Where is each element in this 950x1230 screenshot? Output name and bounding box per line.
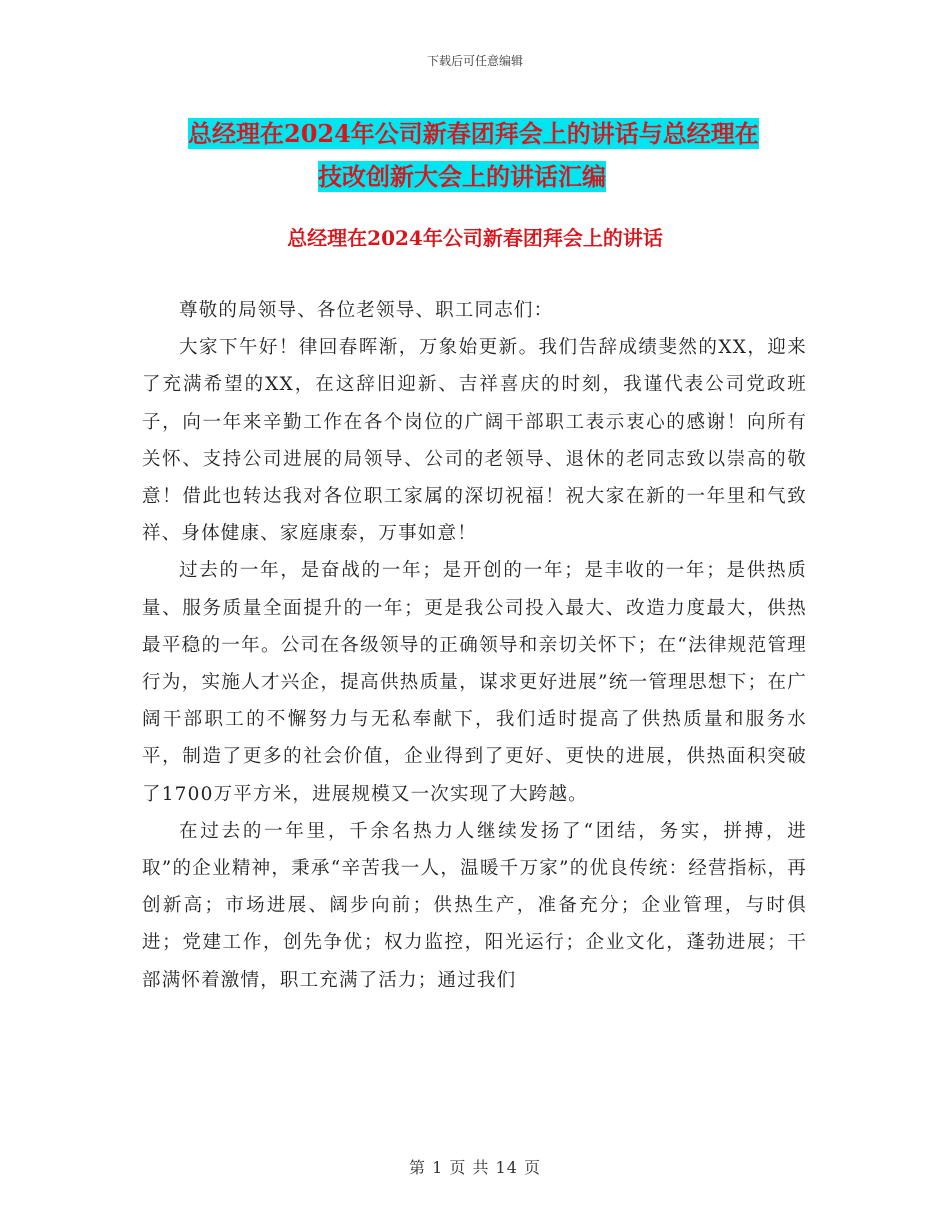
document-main-title: [188, 112, 808, 198]
paragraph: 过去的一年，是奋战的一年；是开创的一年；是丰收的一年；是供热质量、服务质量全面提升的一年；更是我公司投入最大、改造力度最大，供热最平稳的一年。公司在各级领导的正确领导和亲切关怀下；在“法律规范管理行为，实施人才兴企，提高供热质量，谋求更好进展”统一管理思想下；在广阔干部职工的不懈努力与无私奉献下，我们适时提高了供热质量和服务水平，制造了更多的社会价值，企业得到了更好、更快的进展，供热面积突破了1700万平方米，进展规模又一次实现了大跨越。: [142, 560, 807, 805]
section-title: 总经理在2024年公司新春团拜会上的讲话: [287, 226, 663, 250]
paragraph: 在过去的一年里，千余名热力人继续发扬了“团结，务实，拼搏，进取”的企业精神，秉承“辛苦我一人，温暖千万家”的优良传统：经营指标，再创新高；市场进展、阔步向前；供热生产，准备充分；企业管理，与时俱进；党建工作，创先争优；权力监控，阳光运行；企业文化，蓬勃进展；干部满怀着激情，职工充满了活力；通过我们: [142, 820, 807, 991]
body-text: [142, 292, 807, 999]
paragraph-salutation: 尊敬的局领导、各位老领导、职工同志们：: [179, 300, 554, 321]
main-title-line-2: 技改创新大会上的讲话汇编: [318, 162, 606, 191]
main-title-line-1: 总经理在2024年公司新春团拜会上的讲话与总经理在: [188, 119, 759, 148]
page-number: 第 1 页 共 14 页: [409, 1158, 541, 1177]
header-note: 下载后可任意编辑: [426, 54, 523, 68]
paragraph: 大家下午好！律回春晖渐，万象始更新。我们告辞成绩斐然的XX，迎来了充满希望的XX，在这辞旧迎新、吉祥喜庆的时刻，我谨代表公司党政班子，向一年来辛勤工作在各个岗位的广阔干部职工表示衷心的感谢！向所有关怀、支持公司进展的局领导、公司的老领导、退休的老同志致以崇高的敬意！借此也转达我对各位职工家属的深切祝福！祝大家在新的一年里和气致祥、身体健康、家庭康泰，万事如意！: [142, 337, 807, 545]
